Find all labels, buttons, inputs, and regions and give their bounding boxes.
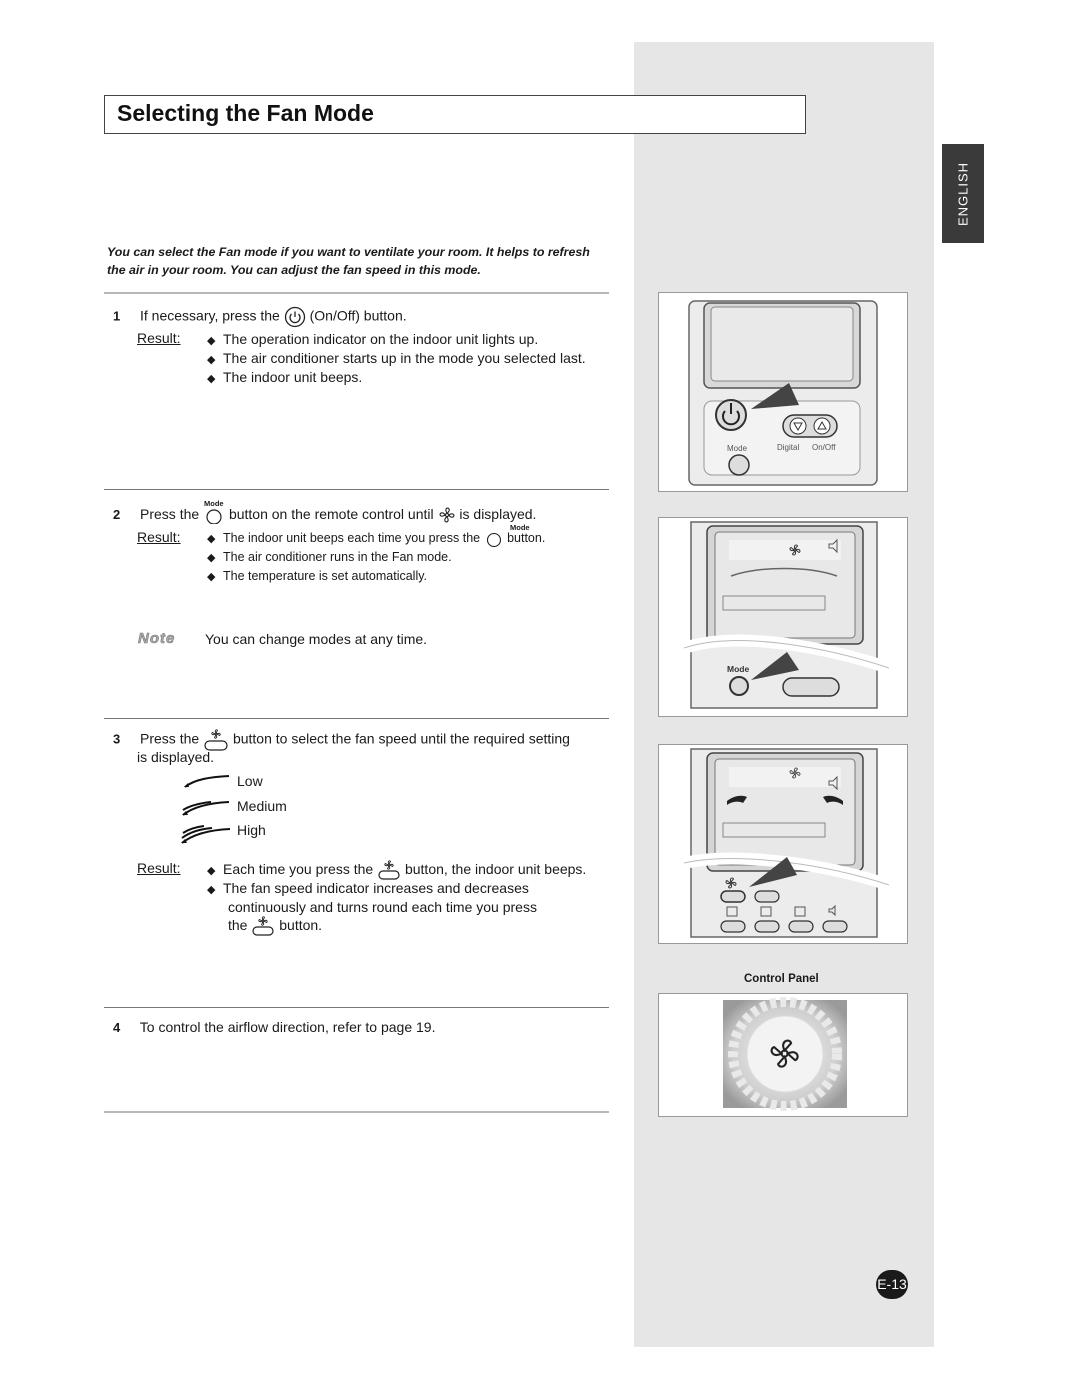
note-label: Note xyxy=(138,630,176,647)
control-panel-drawing xyxy=(659,994,907,1116)
result-item-continued: continuously and turns round each time you press xyxy=(228,899,537,915)
remote-mode-label: Mode xyxy=(727,664,750,674)
step-1 xyxy=(113,306,407,328)
control-panel-illustration xyxy=(658,993,908,1117)
result-item-continued: the button. xyxy=(228,916,322,936)
remote-drawing xyxy=(659,293,907,491)
result-item: ◆ The fan speed indicator increases and decreases xyxy=(207,880,529,896)
section-divider xyxy=(104,718,609,719)
fan-speed-high-icon xyxy=(180,821,232,845)
remote-drawing xyxy=(659,518,907,716)
step-text-end: (On/Off) button. xyxy=(309,307,407,324)
section-divider xyxy=(104,1111,609,1113)
control-panel-label: Control Panel xyxy=(744,973,819,985)
result-label: Result: xyxy=(137,330,181,346)
step-text: If necessary, press the xyxy=(140,307,280,324)
result-item: ◆ The air conditioner runs in the Fan mode. xyxy=(207,550,452,564)
result-item: ◆ Each time you press the button, the indoor unit beeps. xyxy=(207,860,586,881)
step-3: 3 Press the button to select the fan speed until the required setting xyxy=(113,729,570,751)
mode-button-icon xyxy=(484,531,504,547)
remote-digital-label: Digital xyxy=(777,443,800,452)
remote-illustration-fan-speed xyxy=(658,744,908,944)
fan-speed-high-label: High xyxy=(237,822,266,838)
note-text: You can change modes at any time. xyxy=(205,631,428,647)
fan-speed-medium-label: Medium xyxy=(237,798,287,814)
result-item: ◆ The indoor unit beeps. xyxy=(207,369,363,385)
fan-speed-low-label: Low xyxy=(237,773,263,789)
result-item: ◆ The operation indicator on the indoor unit lights up. xyxy=(207,331,539,347)
step-number: 1 xyxy=(113,308,121,324)
step-4: 4 To control the airflow direction, refer to page 19. xyxy=(113,1019,436,1035)
mode-button-icon xyxy=(203,506,225,524)
fan-icon xyxy=(438,506,456,524)
language-tab xyxy=(942,144,984,243)
remote-mode-label: Mode xyxy=(727,444,748,453)
fan-speed-medium-icon xyxy=(181,797,231,817)
section-divider xyxy=(104,1007,609,1008)
result-label: Result: xyxy=(137,860,181,876)
step-text-continued: is displayed. xyxy=(137,749,215,765)
fan-speed-button-icon xyxy=(377,860,401,880)
result-item: ◆ The air conditioner starts up in the mode you selected last. xyxy=(207,350,586,366)
intro-text: You can select the Fan mode if you want to ventilate your room. It helps to refresh the air in your room. You can adjust the fan speed in this mode. xyxy=(107,245,590,277)
page-title: Selecting the Fan Mode xyxy=(117,100,374,126)
fan-speed-button-icon xyxy=(251,916,275,936)
remote-drawing xyxy=(659,745,907,943)
mode-small-label: Mode xyxy=(204,499,224,508)
remote-illustration-mode xyxy=(658,517,908,717)
mode-small-label: Mode xyxy=(510,523,530,532)
remote-onoff-label: On/Off xyxy=(812,443,836,452)
page-title-box xyxy=(104,95,806,134)
result-label: Result: xyxy=(137,529,181,545)
language-tab-label: ENGLISH xyxy=(955,161,971,226)
section-divider xyxy=(104,292,609,294)
result-item: ◆ The indoor unit beeps each time you press the button. xyxy=(207,531,546,545)
remote-illustration-power xyxy=(658,292,908,492)
section-divider xyxy=(104,489,609,490)
step-2: 2 Press the button on the remote control until is displayed. xyxy=(113,505,536,524)
page-number-badge: E-13 xyxy=(876,1270,908,1299)
power-icon xyxy=(284,306,306,328)
result-item: ◆ The temperature is set automatically. xyxy=(207,569,428,583)
fan-speed-low-icon xyxy=(183,773,231,789)
